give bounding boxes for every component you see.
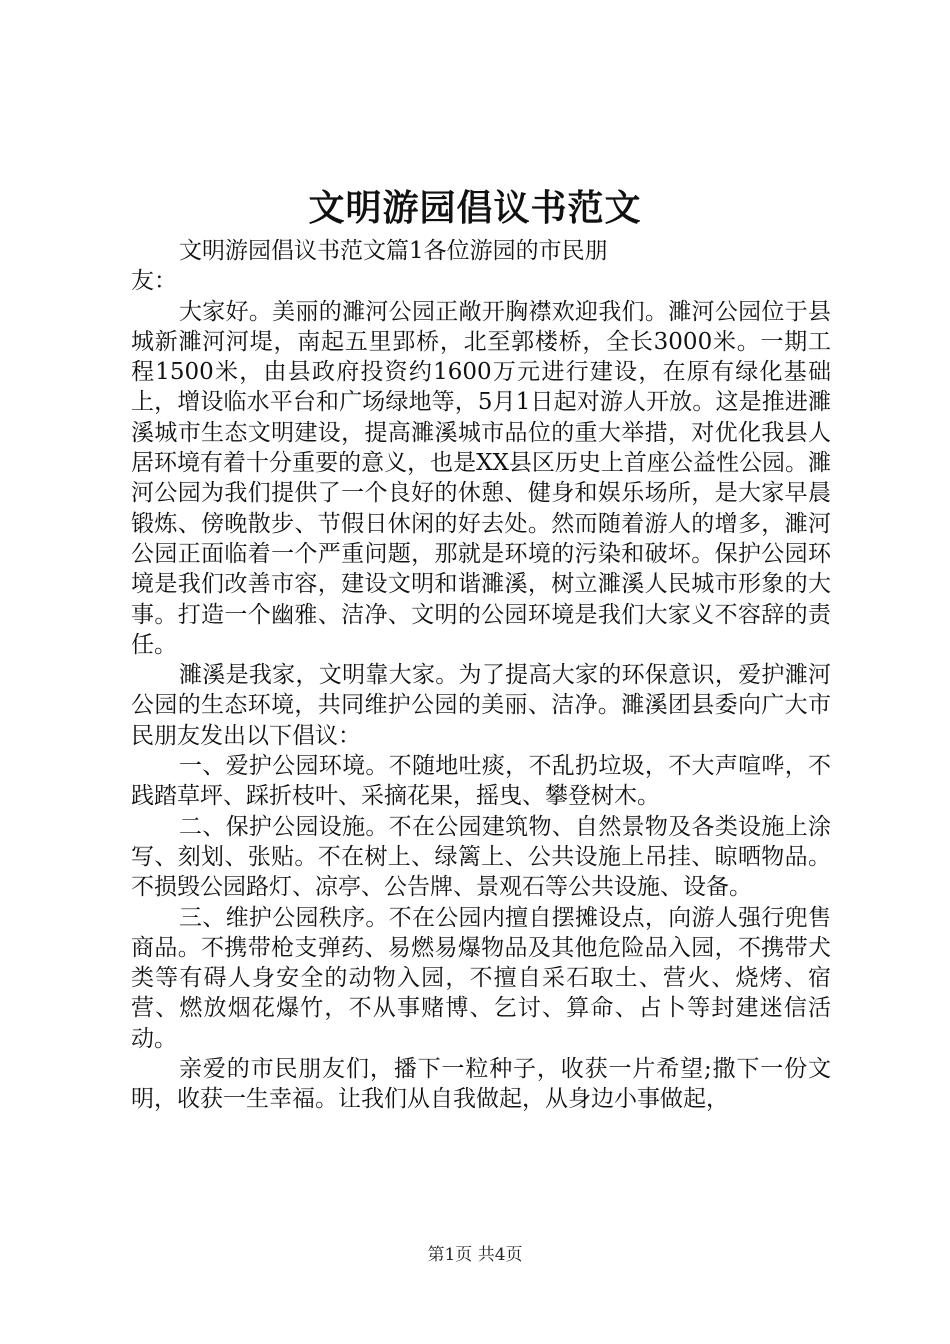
paragraph-intro: 文明游园倡议书范文篇1各位游园的市民朋友： bbox=[131, 238, 608, 295]
paragraph-proposal-3: 三、维护公园秩序。不在公园内擅自摆摊设点，向游人强行兜售商品。不携带枪支弹药、易燃易爆物品及其他危险品入园，不携带犬类等有碍人身安全的动物入园，不擅自采石取土、营火、烧烤、宿营、燃放烟花爆竹，不从事赌博、乞讨、算命、占卜等封建迷信活动。 bbox=[131, 904, 831, 1052]
paragraph-closing: 亲爱的市民朋友们，播下一粒种子，收获一片希望;撒下一份文明，收获一生幸福。让我们从自我做起，从身边小事做起， bbox=[131, 1056, 831, 1113]
document-title: 文明游园倡议书范文 bbox=[308, 187, 642, 229]
page-number-footer: 第1页 共4页 bbox=[427, 1245, 523, 1265]
paragraph-proposal-1: 一、爱护公园环境。不随地吐痰，不乱扔垃圾，不大声喧哗，不践踏草坪、踩折枝叶、采摘花果，摇曳、攀登树木。 bbox=[131, 753, 831, 810]
paragraph-call-to-action: 濉溪是我家，文明靠大家。为了提高大家的环保意识，爱护濉河公园的生态环境，共同维护公园的美丽、洁净。濉溪团县委向广大市民朋友发出以下倡议： bbox=[131, 662, 831, 749]
document-body bbox=[131, 236, 831, 1115]
paragraph-proposal-2: 二、保护公园设施。不在公园建筑物、自然景物及各类设施上涂写、刻划、张贴。不在树上、绿篱上、公共设施上吊挂、晾晒物品。不损毁公园路灯、凉亭、公告牌、景观石等公共设施、设备。 bbox=[131, 813, 831, 901]
paragraph-park-description: 大家好。美丽的濉河公园正敞开胸襟欢迎我们。濉河公园位于县城新濉河河堤，南起五里郢桥，北至郭楼桥，全长3000米。一期工程1500米，由县政府投资约1600万元进行建设，在原有绿化基础上，增设临水平台和广场绿地等，5月1日起对游人开放。这是推进濉溪城市生态文明建设，提高濉溪城市品位的重大举措，对优化我县人居环境有着十分重要的意义，也是XX县区历史上首座公益性公园。濉河公园为我们提供了一个良好的休憩、健身和娱乐场所，是大家早晨锻炼、傍晚散步、节假日休闲的好去处。然而随着游人的增多，濉河公园正面临着一个严重问题，那就是环境的污染和破坏。保护公园环境是我们改善市容，建设文明和谐濉溪，树立濉溪人民城市形象的大事。打造一个幽雅、洁净、文明的公园环境是我们大家义不容辞的责任。 bbox=[131, 298, 831, 658]
